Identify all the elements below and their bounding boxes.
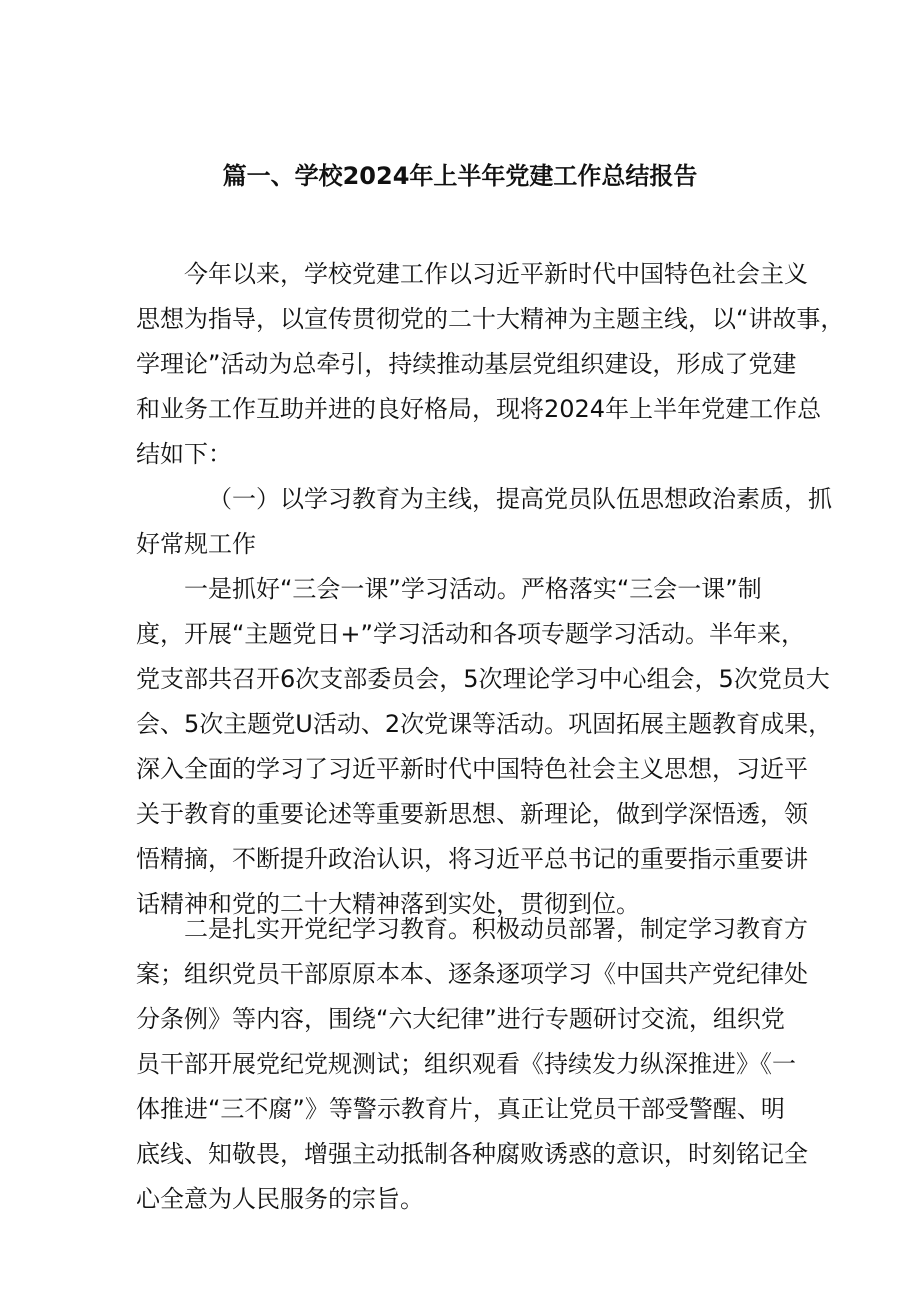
section-heading xyxy=(136,477,832,567)
paragraph-line: 二是扎实开党纪学习教育。积极动员部署，制定学习教育方 xyxy=(184,915,808,943)
paragraph-line: 底线、知敬畏，增强主动抵制各种腐败诱惑的意识，时刻铭记全 xyxy=(136,1140,808,1168)
paragraph-line: 员干部开展党纪党规测试；组织观看《持续发力纵深推进》《一 xyxy=(136,1050,796,1078)
paragraph-line: 会、5次主题党U活动、2次党课等活动。巩固拓展主题教育成果， xyxy=(136,710,833,738)
paragraph-line: 案；组织党员干部原原本本、逐条逐项学习《中国共产党纪律处 xyxy=(136,960,808,988)
paragraph-line: 思想为指导，以宣传贯彻党的二十大精神为主题主线，以“讲故事， xyxy=(136,305,845,333)
paragraph-line: 深入全面的学习了习近平新时代中国特色社会主义思想，习近平 xyxy=(136,755,808,783)
paragraph-line: 体推进“三不腐”》等警示教育片，真正让党员干部受警醒、明 xyxy=(136,1095,785,1123)
heading-line: （一）以学习教育为主线，提高党员队伍思想政治素质，抓 xyxy=(208,485,832,513)
paragraph-intro xyxy=(136,252,845,477)
paragraph-line: 结如下： xyxy=(136,440,232,468)
paragraph-line: 分条例》等内容，围绕“六大纪律”进行专题研讨交流，组织党 xyxy=(136,1005,785,1033)
paragraph-discipline-education xyxy=(136,907,808,1222)
document-title: 篇一、学校2024年上半年党建工作总结报告 xyxy=(222,162,698,190)
paragraph-line: 和业务工作互助并进的良好格局，现将2024年上半年党建工作总 xyxy=(136,395,822,423)
paragraph-line: 悟精摘，不断提升政治认识，将习近平总书记的重要指示重要讲 xyxy=(136,845,808,873)
heading-line: 好常规工作 xyxy=(136,530,256,558)
paragraph-line: 话精神和党的二十大精神落到实处，贯彻到位。 xyxy=(136,890,640,918)
paragraph-line: 今年以来，学校党建工作以习近平新时代中国特色社会主义 xyxy=(184,260,808,288)
paragraph-line: 度，开展“主题党日+”学习活动和各项专题学习活动。半年来， xyxy=(136,620,805,648)
paragraph-line: 关于教育的重要论述等重要新思想、新理论，做到学深悟透，领 xyxy=(136,800,808,828)
paragraph-study-activities xyxy=(136,567,833,927)
paragraph-line: 心全意为人民服务的宗旨。 xyxy=(136,1185,424,1213)
paragraph-line: 一是抓好“三会一课”学习活动。严格落实“三会一课”制 xyxy=(184,575,762,603)
paragraph-line: 学理论”活动为总牵引，持续推动基层党组织建设，形成了党建 xyxy=(136,350,797,378)
paragraph-line: 党支部共召开6次支部委员会，5次理论学习中心组会，5次党员大 xyxy=(136,665,830,693)
